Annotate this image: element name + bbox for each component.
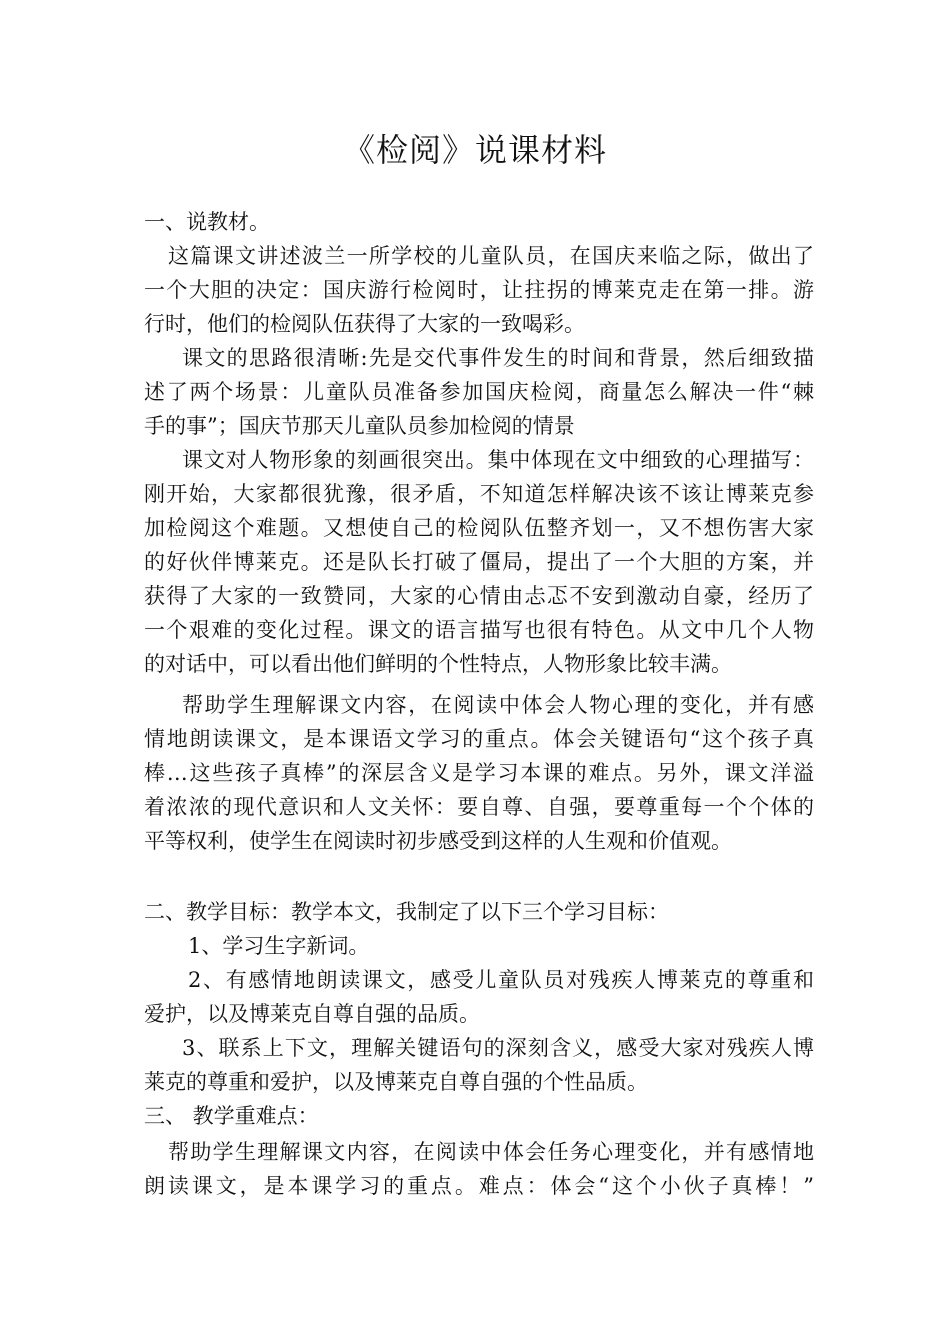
text-line: 的对话中，可以看出他们鲜明的个性特点，人物形象比较丰满。 [144,652,732,676]
text-line: 行时，他们的检阅队伍获得了大家的一致喝彩。 [144,312,585,336]
text-line: 二、教学目标：教学本文，我制定了以下三个学习目标： [144,900,669,924]
text-line: 情地朗读课文，是本课语文学习的重点。体会关键语句“这个孩子真 [144,727,814,751]
text-line: 帮助学生理解课文内容，在阅读中体会任务心理变化，并有感情地 [168,1140,814,1164]
text-line: 帮助学生理解课文内容，在阅读中体会人物心理的变化，并有感 [182,693,814,717]
text-line: 的好伙伴博莱克。还是队长打破了僵局，提出了一个大胆的方案，并 [144,550,814,574]
text-line: 课文的思路很清晰:先是交代事件发生的时间和背景，然后细致描 [182,346,814,370]
text-line: 一、说教材。 [144,210,270,234]
text-line: 2、有感情地朗读课文，感受儿童队员对残疾人博莱克的尊重和 [188,968,814,992]
text-line: 获得了大家的一致赞同，大家的心情由忐忑不安到激动自豪，经历了 [144,584,814,608]
text-line: 刚开始，大家都很犹豫，很矛盾，不知道怎样解决该不该让博莱克参 [144,482,814,506]
text-line: 平等权利，使学生在阅读时初步感受到这样的人生观和价值观。 [144,829,732,853]
document-title: 《检阅》说课材料 [342,131,607,169]
text-line: 加检阅这个难题。又想使自己的检阅队伍整齐划一，又不想伤害大家 [144,516,814,540]
text-line: 课文对人物形象的刻画很突出。集中体现在文中细致的心理描写： [182,448,814,472]
text-line: 一个艰难的变化过程。课文的语言描写也很有特色。从文中几个人物 [144,618,814,642]
text-line: 着浓浓的现代意识和人文关怀：要自尊、自强，要尊重每一个个体的 [144,795,814,819]
text-line: 1、学习生字新词。 [188,934,370,958]
text-line: 三、 教学重难点： [144,1104,319,1128]
text-line: 这篇课文讲述波兰一所学校的儿童队员，在国庆来临之际，做出了 [168,244,814,268]
text-line: 莱克的尊重和爱护，以及博莱克自尊自强的个性品质。 [144,1070,648,1094]
text-line: 爱护，以及博莱克自尊自强的品质。 [144,1002,480,1026]
text-line: 棒…这些孩子真棒”的深层含义是学习本课的难点。另外，课文洋溢 [144,761,814,785]
text-line: 述了两个场景：儿童队员准备参加国庆检阅，商量怎么解决一件“棘 [144,380,814,404]
text-line: 3、联系上下文，理解关键语句的深刻含义，感受大家对残疾人博 [182,1036,814,1060]
text-line: 朗读课文，是本课学习的重点。难点：体会“这个小伙子真棒！” [144,1174,814,1198]
text-line: 一个大胆的决定：国庆游行检阅时，让拄拐的博莱克走在第一排。游 [144,278,814,302]
text-line: 手的事”；国庆节那天儿童队员参加检阅的情景 [144,414,575,438]
